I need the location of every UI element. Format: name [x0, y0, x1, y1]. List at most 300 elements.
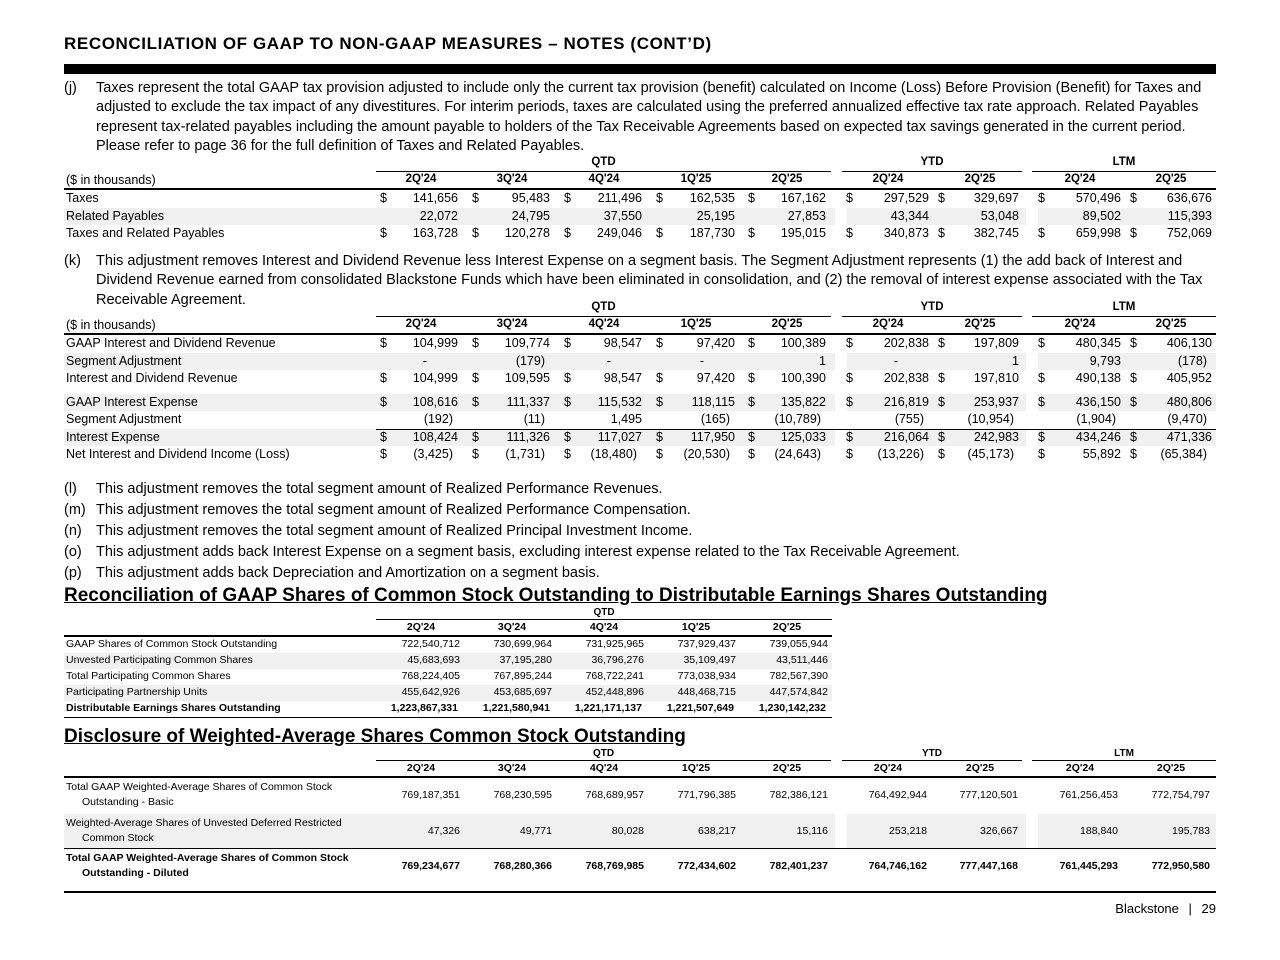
table-bottom-rule [64, 891, 1216, 893]
table-row [64, 370, 1216, 387]
column-header: 3Q'24 [497, 621, 527, 633]
note-p [64, 565, 600, 581]
column-gap [1026, 353, 1038, 370]
currency-sign: $ [472, 191, 479, 205]
value-cell: 768,689,957 [585, 789, 644, 801]
value-cell: (3,425) [413, 447, 453, 461]
value-cell: 1,230,142,232 [758, 702, 826, 714]
column-gap [835, 814, 847, 849]
note-j [64, 79, 1216, 157]
note-label: (j) [64, 80, 77, 96]
currency-sign: $ [1038, 336, 1045, 350]
value-cell: 211,496 [597, 191, 642, 205]
value-cell: 769,234,677 [401, 860, 460, 872]
value-cell: 36,796,276 [591, 654, 644, 666]
note-text: This adjustment adds back Interest Expense on a segment basis, excluding interest expense related to the Tax Receivable Agreement. [96, 544, 960, 560]
value-cell: 162,535 [689, 191, 735, 205]
row-label: Net Interest and Dividend Income (Loss) [66, 447, 290, 461]
value-cell: 242,983 [973, 429, 1019, 444]
value-cell: 249,046 [596, 226, 642, 240]
currency-sign: $ [1038, 371, 1045, 385]
value-cell: 659,998 [1075, 226, 1121, 240]
group-underline [842, 760, 1022, 761]
note-label: (o) [64, 544, 82, 560]
currency-sign: $ [1130, 336, 1137, 350]
value-cell: 329,697 [973, 191, 1019, 205]
column-header: 1Q'25 [681, 621, 711, 633]
currency-sign: $ [1038, 429, 1045, 444]
note-l [64, 481, 663, 497]
value-cell: (65,384) [1160, 447, 1207, 461]
note-o [64, 544, 960, 560]
value-cell: 202,838 [883, 336, 929, 350]
value-cell: 253,218 [889, 825, 927, 837]
currency-sign: $ [472, 447, 479, 461]
value-cell: 326,667 [980, 825, 1018, 837]
value-cell: 1,221,171,137 [574, 702, 642, 714]
value-cell: 1,221,507,649 [666, 702, 734, 714]
value-cell: 15,116 [796, 825, 828, 837]
column-header: 2Q'24 [405, 318, 437, 330]
column-gap [1026, 208, 1038, 225]
column-header: 1Q'25 [680, 318, 712, 330]
currency-sign: $ [380, 191, 387, 205]
column-header: 2Q'25 [964, 318, 996, 330]
value-cell: 97,420 [696, 336, 735, 350]
group-underline [842, 171, 1022, 172]
table-row [64, 637, 832, 653]
currency-sign: $ [938, 371, 945, 385]
value-cell: 782,567,390 [769, 670, 828, 682]
value-cell: (165) [700, 412, 730, 426]
table-row [64, 701, 832, 717]
value-cell: 98,547 [603, 336, 642, 350]
value-cell: 195,015 [780, 226, 826, 240]
value-cell: 722,540,712 [401, 638, 460, 650]
value-cell: - [699, 353, 705, 368]
value-cell: (9,470) [1167, 412, 1207, 426]
column-header: 3Q'24 [496, 318, 528, 330]
column-header: 4Q'24 [589, 762, 619, 774]
table-row [64, 225, 1216, 242]
currency-sign: $ [380, 226, 387, 240]
group-underline [1032, 316, 1216, 317]
value-cell: 767,895,244 [493, 670, 552, 682]
value-cell: (20,530) [683, 447, 730, 461]
value-cell: 772,434,602 [677, 860, 736, 872]
row-label-line2: Outstanding - Basic [82, 796, 174, 808]
currency-sign: $ [656, 226, 663, 240]
currency-sign: $ [1130, 371, 1137, 385]
value-cell: (178) [1177, 353, 1207, 368]
column-gap [1026, 849, 1038, 885]
value-cell: 382,745 [973, 226, 1019, 240]
column-gap [1026, 335, 1038, 352]
note-text: This adjustment removes Interest and Dividend Revenue less Interest Expense on a segment basis. The Segment Adjustment represents (1) the add back of Interest and Dividend Revenue earned from consolidated Blackstone Funds which have been eliminated in consolidation, and (2) the removal of interest expense associated with the Tax Receivable Agreement. [96, 253, 1203, 308]
currency-sign: $ [472, 394, 479, 409]
currency-sign: $ [846, 447, 853, 461]
row-label: Unvested Participating Common Shares [66, 654, 253, 666]
row-label: Related Payables [66, 208, 164, 223]
group-underline [376, 171, 831, 172]
row-label: Interest and Dividend Revenue [66, 371, 238, 385]
row-label: Taxes and Related Payables [66, 226, 225, 240]
group-header-qtd: QTD [593, 607, 615, 618]
value-cell: 448,468,715 [677, 686, 736, 698]
value-cell: 22,072 [419, 208, 458, 223]
value-cell: 761,445,293 [1059, 860, 1118, 872]
value-cell: 737,929,437 [677, 638, 736, 650]
value-cell: 49,771 [519, 825, 552, 837]
value-cell: 253,937 [973, 394, 1019, 409]
column-header: 2Q'24 [873, 762, 903, 774]
group-header-ytd: YTD [920, 156, 944, 168]
value-cell: 43,344 [890, 208, 929, 223]
column-gap [1026, 446, 1038, 463]
group-underline [1032, 171, 1216, 172]
value-cell: 1 [1012, 353, 1019, 368]
currency-sign: $ [748, 429, 755, 444]
value-cell: 1,223,867,331 [390, 702, 458, 714]
currency-sign: $ [1130, 429, 1137, 444]
column-gap [1026, 370, 1038, 387]
currency-sign: $ [564, 336, 571, 350]
value-cell: 27,853 [787, 208, 826, 223]
currency-sign: $ [564, 226, 571, 240]
value-cell: - [606, 353, 612, 368]
column-gap [1026, 778, 1038, 814]
value-cell: 109,595 [504, 371, 550, 385]
value-cell: (10,789) [774, 412, 821, 426]
note-text: Taxes represent the total GAAP tax provision adjusted to include only the current tax provision (benefit) calculated on Income (Loss) Before Provision (Benefit) for Taxes and adjusted to exclude the tax impact of any divestitures. For interim periods, taxes are calculated using the preferred annualized effective tax rate approach. Related Payables represent tax-related payables including the amount payable to holders of the Tax Receivable Agreements based on expected tax savings generated in the current period. Please refer to page 36 for the full definition of Taxes and Related Payables. [96, 80, 1202, 155]
value-cell: 125,033 [780, 429, 826, 444]
currency-sign: $ [748, 191, 755, 205]
note-text: This adjustment removes the total segment amount of Realized Principal Investment Income. [96, 523, 693, 539]
value-cell: 141,656 [412, 191, 458, 205]
group-header-ytd: YTD [922, 748, 942, 759]
table-row [64, 190, 1216, 207]
column-header: 2Q'25 [1155, 318, 1187, 330]
row-label: Distributable Earnings Shares Outstanding [66, 702, 281, 714]
column-header: 2Q'25 [772, 621, 802, 633]
currency-sign: $ [938, 191, 945, 205]
group-header-ltm: LTM [1112, 156, 1136, 168]
sum-rule [376, 429, 1216, 430]
currency-sign: $ [938, 336, 945, 350]
value-cell: (755) [894, 412, 924, 426]
currency-sign: $ [656, 447, 663, 461]
group-header-qtd: QTD [592, 748, 615, 759]
column-header: 2Q'25 [1155, 173, 1187, 185]
column-gap [1026, 225, 1038, 242]
value-cell: (24,643) [774, 447, 821, 461]
value-cell: - [422, 353, 428, 368]
value-cell: 777,120,501 [959, 789, 1018, 801]
value-cell: 782,401,237 [769, 860, 828, 872]
value-cell: 405,952 [1166, 371, 1212, 385]
unit-label: ($ in thousands) [66, 173, 156, 187]
value-cell: 768,769,985 [585, 860, 644, 872]
currency-sign: $ [656, 371, 663, 385]
value-cell: 638,217 [698, 825, 736, 837]
value-cell: 100,390 [780, 371, 826, 385]
column-header: 3Q'24 [497, 762, 527, 774]
row-label: GAAP Shares of Common Stock Outstanding [66, 638, 278, 650]
column-gap [1026, 411, 1038, 428]
value-cell: (11) [523, 412, 545, 426]
column-header: 2Q'25 [1156, 762, 1186, 774]
value-cell: 9,793 [1089, 353, 1121, 368]
value-cell: 135,822 [780, 394, 826, 409]
currency-sign: $ [472, 336, 479, 350]
column-header: 3Q'24 [496, 173, 528, 185]
note-text: This adjustment removes the total segment amount of Realized Performance Revenues. [96, 481, 663, 497]
currency-sign: $ [380, 371, 387, 385]
column-header: 4Q'24 [588, 318, 620, 330]
value-cell: 89,502 [1082, 208, 1121, 223]
currency-sign: $ [472, 226, 479, 240]
value-cell: 764,746,162 [868, 860, 927, 872]
currency-sign: $ [656, 336, 663, 350]
column-header: 1Q'25 [681, 762, 711, 774]
value-cell: 25,195 [696, 208, 735, 223]
row-label-line2: Outstanding - Diluted [82, 867, 189, 879]
column-header: 2Q'24 [406, 762, 436, 774]
value-cell: 115,532 [597, 394, 642, 409]
value-cell: 730,699,964 [493, 638, 552, 650]
group-underline [376, 760, 831, 761]
value-cell: 406,130 [1166, 336, 1212, 350]
value-cell: 98,547 [603, 371, 642, 385]
table-row [64, 208, 1216, 225]
value-cell: 752,069 [1166, 226, 1212, 240]
section-heading-shares-reconciliation: Reconciliation of GAAP Shares of Common Stock Outstanding to Distributable Earnings Shares Outstanding [64, 585, 1048, 606]
column-header: 2Q'24 [1065, 762, 1095, 774]
value-cell: 111,337 [506, 394, 550, 409]
currency-sign: $ [748, 336, 755, 350]
column-header: 2Q'24 [872, 318, 904, 330]
section-heading-weighted-average: Disclosure of Weighted-Average Shares Common Stock Outstanding [64, 726, 686, 747]
value-cell: 43,511,446 [776, 654, 828, 666]
value-cell: 297,529 [883, 191, 929, 205]
group-header-qtd: QTD [591, 301, 616, 313]
value-cell: (192) [423, 412, 453, 426]
note-m [64, 502, 691, 518]
value-cell: 47,326 [427, 825, 460, 837]
currency-sign: $ [564, 371, 571, 385]
currency-sign: $ [748, 394, 755, 409]
column-gap [835, 849, 847, 885]
row-label-line2: Common Stock [82, 832, 154, 844]
group-header-ltm: LTM [1114, 748, 1134, 759]
value-cell: 777,447,168 [959, 860, 1018, 872]
value-cell: 636,676 [1166, 191, 1212, 205]
currency-sign: $ [1038, 191, 1045, 205]
value-cell: 768,722,241 [585, 670, 644, 682]
currency-sign: $ [1038, 447, 1045, 461]
row-label: Segment Adjustment [66, 353, 182, 368]
currency-sign: $ [1038, 394, 1045, 409]
row-label: Total Participating Common Shares [66, 670, 231, 682]
footer [1115, 901, 1216, 916]
value-cell: 195,783 [1172, 825, 1210, 837]
value-cell: 53,048 [980, 208, 1019, 223]
note-label: (p) [64, 565, 82, 581]
value-cell: 453,685,697 [493, 686, 552, 698]
value-cell: 100,389 [780, 336, 826, 350]
value-cell: 1,221,580,941 [482, 702, 550, 714]
currency-sign: $ [564, 447, 571, 461]
currency-sign: $ [748, 226, 755, 240]
value-cell: 120,278 [504, 226, 550, 240]
value-cell: 37,550 [603, 208, 642, 223]
value-cell: 118,115 [691, 394, 735, 409]
value-cell: 108,616 [412, 394, 458, 409]
value-cell: 761,256,453 [1059, 789, 1118, 801]
column-header: 2Q'24 [872, 173, 904, 185]
unit-label: ($ in thousands) [66, 318, 156, 332]
currency-sign: $ [1130, 394, 1137, 409]
note-label: (k) [64, 253, 81, 269]
value-cell: 434,246 [1075, 429, 1121, 444]
note-label: (n) [64, 523, 82, 539]
column-header: 2Q'24 [406, 621, 436, 633]
row-label: GAAP Interest and Dividend Revenue [66, 336, 276, 350]
currency-sign: $ [846, 394, 853, 409]
column-gap [1026, 814, 1038, 849]
note-text: This adjustment removes the total segment amount of Realized Performance Compensation. [96, 502, 691, 518]
row-label-line1: Total GAAP Weighted-Average Shares of Common Stock [66, 852, 349, 864]
value-cell: 188,840 [1080, 825, 1118, 837]
value-cell: 480,345 [1075, 336, 1121, 350]
value-cell: 471,336 [1166, 429, 1212, 444]
value-cell: 197,810 [973, 371, 1019, 385]
row-label-line1: Total GAAP Weighted-Average Shares of Common Stock [66, 781, 333, 793]
value-cell: 45,683,693 [407, 654, 460, 666]
value-cell: 340,873 [883, 226, 929, 240]
currency-sign: $ [846, 371, 853, 385]
value-cell: 771,796,385 [677, 789, 736, 801]
page-title: RECONCILIATION OF GAAP TO NON-GAAP MEASURES – NOTES (CONT’D) [64, 34, 712, 53]
currency-sign: $ [472, 371, 479, 385]
value-cell: (45,173) [967, 447, 1014, 461]
table-bottom-rule [64, 717, 832, 718]
currency-sign: $ [656, 394, 663, 409]
currency-sign: $ [1130, 191, 1137, 205]
value-cell: 97,420 [696, 371, 735, 385]
column-header: 2Q'25 [964, 173, 996, 185]
value-cell: 187,730 [689, 226, 735, 240]
value-cell: 452,448,896 [585, 686, 644, 698]
column-header: 1Q'25 [680, 173, 712, 185]
value-cell: 35,109,497 [683, 654, 736, 666]
value-cell: 436,150 [1075, 394, 1121, 409]
group-header-qtd: QTD [591, 156, 616, 168]
group-underline [376, 619, 832, 620]
group-underline [842, 316, 1022, 317]
table-row [64, 335, 1216, 352]
note-label: (m) [64, 502, 86, 518]
value-cell: 768,230,595 [493, 789, 552, 801]
value-cell: 480,806 [1166, 394, 1212, 409]
currency-sign: $ [846, 226, 853, 240]
value-cell: 108,424 [412, 429, 458, 444]
value-cell: 104,999 [412, 371, 458, 385]
currency-sign: $ [380, 447, 387, 461]
table-row [64, 685, 832, 701]
value-cell: 731,925,965 [585, 638, 644, 650]
value-cell: 115,393 [1167, 208, 1212, 223]
currency-sign: $ [564, 429, 571, 444]
value-cell: 570,496 [1075, 191, 1121, 205]
value-cell: 95,483 [511, 191, 550, 205]
value-cell: 772,754,797 [1151, 789, 1210, 801]
value-cell: 216,064 [883, 429, 929, 444]
column-header: 2Q'25 [965, 762, 995, 774]
table-row [64, 411, 1216, 428]
group-underline [376, 316, 831, 317]
table-row [64, 446, 1216, 463]
value-cell: 197,809 [973, 336, 1019, 350]
value-cell: 55,892 [1082, 447, 1121, 461]
row-label-line1: Weighted-Average Shares of Unvested Deferred Restricted [66, 817, 342, 829]
value-cell: 1 [819, 353, 826, 368]
value-cell: 80,028 [611, 825, 644, 837]
currency-sign: $ [380, 336, 387, 350]
value-cell: 37,195,280 [499, 654, 552, 666]
currency-sign: $ [748, 447, 755, 461]
column-header: 4Q'24 [588, 173, 620, 185]
column-gap [1026, 394, 1038, 411]
value-cell: 104,999 [412, 336, 458, 350]
note-text: This adjustment adds back Depreciation and Amortization on a segment basis. [96, 565, 600, 581]
row-label: Taxes [66, 191, 99, 205]
group-underline [1032, 760, 1216, 761]
value-cell: - [893, 353, 899, 368]
value-cell: 782,386,121 [769, 789, 828, 801]
value-cell: (1,904) [1076, 412, 1116, 426]
value-cell: 490,138 [1075, 371, 1121, 385]
column-header: 2Q'24 [1064, 173, 1096, 185]
value-cell: 202,838 [883, 371, 929, 385]
currency-sign: $ [1130, 447, 1137, 461]
group-header-ltm: LTM [1112, 301, 1136, 313]
table-row [64, 429, 1216, 446]
currency-sign: $ [656, 429, 663, 444]
table-row [64, 849, 1216, 885]
currency-sign: $ [472, 429, 479, 444]
value-cell: 117,027 [597, 429, 642, 444]
value-cell: 167,162 [780, 191, 826, 205]
currency-sign: $ [656, 191, 663, 205]
value-cell: (179) [515, 353, 545, 368]
note-label: (l) [64, 481, 77, 497]
row-label: GAAP Interest Expense [66, 394, 198, 409]
currency-sign: $ [380, 394, 387, 409]
footer-brand: Blackstone [1115, 901, 1179, 916]
value-cell: 24,795 [511, 208, 550, 223]
row-label: Interest Expense [66, 429, 160, 444]
value-cell: 163,728 [412, 226, 458, 240]
group-header-ytd: YTD [920, 301, 944, 313]
row-label: Participating Partnership Units [66, 686, 208, 698]
value-cell: 455,642,926 [401, 686, 460, 698]
footer-separator: | [1188, 901, 1192, 916]
title-bar-divider [64, 64, 1216, 74]
table-row [64, 394, 1216, 411]
column-header: 2Q'25 [771, 318, 803, 330]
currency-sign: $ [938, 394, 945, 409]
